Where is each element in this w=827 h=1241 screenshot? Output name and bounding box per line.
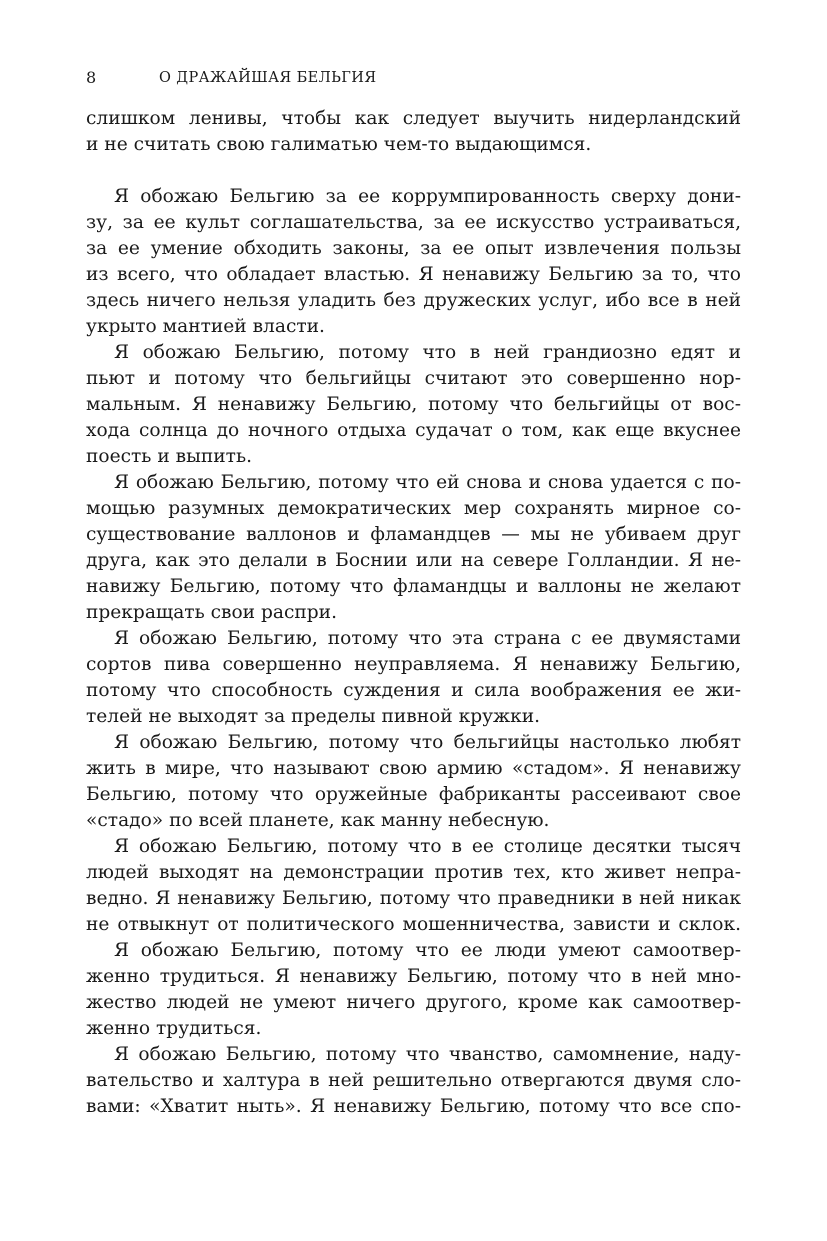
text-line: женно трудиться. [86, 1018, 262, 1039]
section-gap [86, 158, 741, 184]
text-line: Я обожаю Бельгию, потому что в ней грандиозно едят и [114, 342, 741, 363]
text-line: женно трудиться. Я ненавижу Бельгию, потому что в ней мно- [86, 966, 741, 987]
text-line: зу, за ее культ соглашательства, за ее искусство устраиваться, [86, 212, 741, 233]
text-line: жество людей не умеют ничего другого, кроме как самоотвер- [86, 992, 741, 1013]
text-line: прекращать свои распри. [86, 602, 337, 623]
text-line: хода солнца до ночного отдыха судачат о том, как еще вкуснее [86, 420, 741, 441]
text-line: не отвыкнут от политического мошенничества, зависти и склок. [86, 914, 741, 935]
text-line: потому что способность суждения и сила воображения ее жи- [86, 680, 741, 701]
text-line: за ее умение обходить законы, за ее опыт извлечения пользы [86, 238, 741, 259]
text-line: сортов пива совершенно неуправляема. Я ненавижу Бельгию, [86, 654, 741, 675]
text-body [86, 106, 741, 1120]
text-line: Я обожаю Бельгию за ее коррумпированность сверху дони- [114, 186, 741, 207]
text-line: слишком ленивы, чтобы как следует выучить нидерландский [86, 108, 741, 129]
text-line: навижу Бельгию, потому что фламандцы и валлоны не желают [86, 576, 741, 597]
running-title: О ДРАЖАЙШАЯ БЕЛЬГИЯ [159, 70, 377, 86]
text-line: Я обожаю Бельгию, потому что ей снова и снова удается с по- [114, 472, 741, 493]
text-line: ведно. Я ненавижу Бельгию, потому что праведники в ней никак [86, 888, 741, 909]
text-line: людей выходят на демонстрации против тех, кто живет непра- [86, 862, 741, 883]
text-line: здесь ничего нельзя уладить без дружеских услуг, ибо все в ней [86, 290, 741, 311]
text-line: Я обожаю Бельгию, потому что бельгийцы настолько любят [114, 732, 741, 753]
text-line: пьют и потому что бельгийцы считают это совершенно нор- [86, 368, 741, 389]
text-line: телей не выходят за пределы пивной кружки. [86, 706, 541, 727]
text-line: из всего, что обладает властью. Я ненавижу Бельгию за то, что [86, 264, 741, 285]
text-line: Я обожаю Бельгию, потому что ее люди умеют самоотвер- [114, 940, 741, 961]
text-line: мощью разумных демократических мер сохранять мирное со- [86, 498, 741, 519]
text-line: Я обожаю Бельгию, потому что в ее столице десятки тысяч [114, 836, 741, 857]
text-line: поесть и выпить. [86, 446, 253, 467]
text-line: Бельгию, потому что оружейные фабриканты рассеивают свое [86, 784, 741, 805]
text-line: мальным. Я ненавижу Бельгию, потому что бельгийцы от вос- [86, 394, 741, 415]
text-line: существование валлонов и фламандцев — мы не убиваем друг [86, 524, 741, 545]
text-line: «стадо» по всей планете, как манну небесную. [86, 810, 550, 831]
text-line: вами: «Хватит ныть». Я ненавижу Бельгию, потому что все спо- [86, 1096, 741, 1117]
text-line: и не считать свою галиматью чем-то выдающимся. [86, 134, 592, 155]
running-head [86, 66, 741, 90]
text-line: вательство и халтура в ней решительно отвергаются двумя сло- [86, 1070, 741, 1091]
page-number: 8 [86, 68, 97, 87]
text-line: Я обожаю Бельгию, потому что чванство, самомнение, наду- [114, 1044, 741, 1065]
text-line: друга, как это делали в Боснии или на севере Голландии. Я не- [86, 550, 741, 571]
text-line: укрыто мантией власти. [86, 316, 325, 337]
text-line: Я обожаю Бельгию, потому что эта страна с ее двумястами [114, 628, 741, 649]
text-line: жить в мире, что называют свою армию «стадом». Я ненавижу [86, 758, 741, 779]
